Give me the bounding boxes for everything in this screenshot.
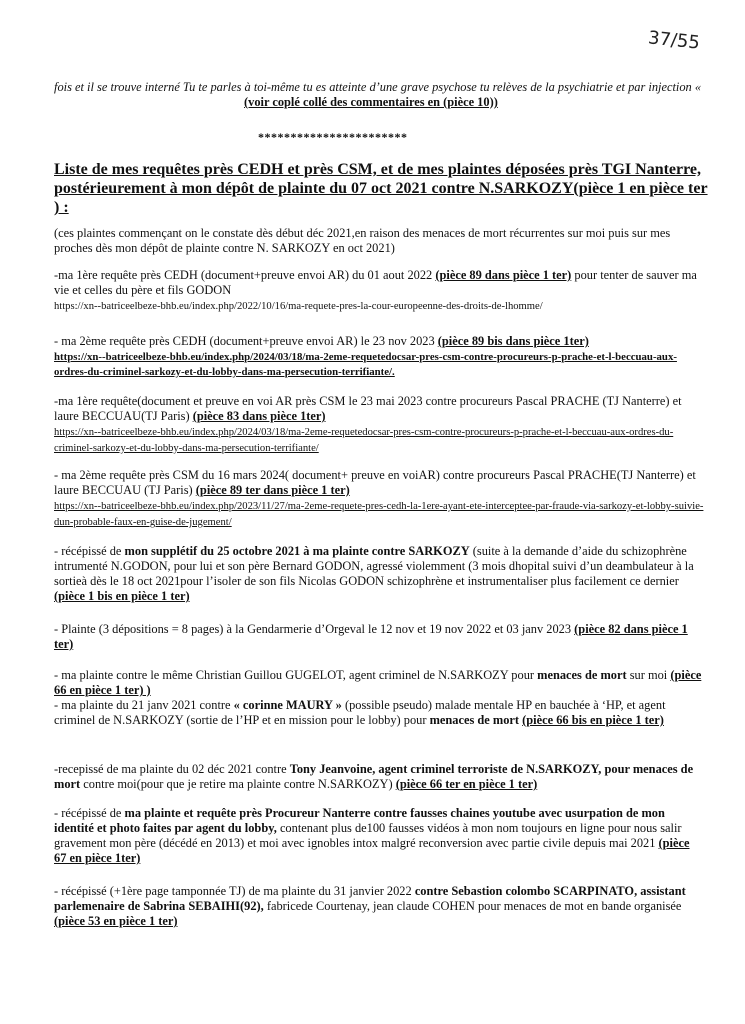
- paragraph-maury: - ma plainte du 21 janv 2021 contre « corinne MAURY » (possible pseudo) malade mentale HP en bauchée à ‘HP, et agent criminel de N.SARKOZY (sortie de l’HP et en mission pour le lobby) pour menaces de mort (pièce 66 bis en pièce 1 ter): [54, 698, 666, 727]
- section-heading: Liste de mes requêtes près CEDH et près CSM, et de mes plaintes déposées près TGI Nanterre, postérieurement à mon dépôt de plainte du 07 oct 2021 contre N.SARKOZY(pièce 1 en pièce ter ) :: [54, 161, 708, 216]
- intro-paragraph: (ces plaintes commençant on le constate dès début déc 2021,en raison des menaces de mort récurrentes sur moi puis sur mes proches dès mon dépôt de plainte contre N. SARKOZY en oct 2021): [54, 226, 671, 255]
- piece-ref: (pièce 67 en pièce 1ter): [54, 836, 690, 865]
- separator: ***********************: [258, 130, 408, 144]
- paragraph-scarpinato: - récépissé (+1ère page tamponnée TJ) de ma plainte du 31 janvier 2022 contre Sebastion colombo SCARPINATO, assistant parlemenaire de Sabrina SEBAIHI(92), fabricede Courtenay, jean claude COHEN pour menaces de mot en bande organisée (pièce 53 en pièce 1 ter): [54, 884, 686, 928]
- top-paragraph: [54, 80, 704, 110]
- top-text: fois et il se trouve interné Tu te parles à toi-même tu es atteinte d’une grave psychose tu relèves de la psychiatrie et par injection «: [54, 80, 702, 94]
- top-note: (voir coplé collé des commentaires en (pièce 10)): [244, 95, 498, 109]
- url-link[interactable]: https://xn--batriceelbeze-bhb.eu/index.php/2022/10/16/ma-requete-pres-la-cour-europeenne-des-droits-de-lhomme/: [54, 301, 543, 312]
- paragraph-plainte-gendarmerie: - Plainte (3 dépositions = 8 pages) à la Gendarmerie d’Orgeval le 12 nov et 19 nov 2022 et 03 janv 2023 (pièce 82 dans pièce 1 ter): [54, 622, 688, 651]
- piece-ref: (pièce 66 ter en pièce 1 ter): [395, 777, 538, 791]
- piece-ref: (pièce 89 bis dans pièce 1ter): [437, 334, 589, 348]
- paragraph-jeanvoine: -recepissé de ma plainte du 02 déc 2021 contre Tony Jeanvoine, agent criminel terroriste de N.SARKOZY, pour menaces de mort contre moi(pour que je retire ma plainte contre N.SARKOZY) (pièce 66 ter en pièce 1 ter): [54, 762, 694, 791]
- url-link[interactable]: https://xn--batriceelbeze-bhb.eu/index.php/2023/11/27/ma-2eme-requete-pres-cedh-la-1ere-ayant-ete-interceptee-par-fraude-via-sarkozy-et-lobby-suivie-dun-probable-faux-en-guise-de-jugement/: [54, 501, 704, 528]
- piece-ref: (pièce 1 bis en pièce 1 ter): [54, 589, 190, 603]
- paragraph-gugelot: - ma plainte contre le même Christian Guillou GUGELOT, agent criminel de N.SARKOZY pour menaces de mort sur moi (pièce 66 en pièce 1 ter) ): [54, 668, 702, 697]
- piece-ref: (pièce 83 dans pièce 1ter): [192, 409, 326, 423]
- url-link[interactable]: https://xn--batriceelbeze-bhb.eu/index.php/2024/03/18/ma-2eme-requetedocsar-pres-csm-contre-procureurs-p-prache-et-l-beccuau-aux-ordres-du-criminel-sarkozy-et-du-lobby-dans-ma-persecution-terrifiante/.: [54, 351, 677, 378]
- url-link[interactable]: https://xn--batriceelbeze-bhb.eu/index.php/2024/03/18/ma-2eme-requetedocsar-pres-csm-contre-procureurs-p-prache-et-l-beccuau-aux-ordres-du-criminel-sarkozy-et-du-lobby-dans-ma-persecution-terrifiante/: [54, 427, 674, 454]
- paragraph-youtube: - récépissé de ma plainte et requête près Procureur Nanterre contre fausses chaines youtube avec usurpation de mon identité et photo faites par agent du lobby, contenant plus de100 fausses vidéos à mon nom toujours en ligne pour nous salir gravement mon père (décédé en 2013) et moi avec ignobles intox malgré reconversion avec partie civile depuis mai 2021 (pièce 67 en pièce 1ter): [54, 806, 690, 865]
- piece-ref: (pièce 89 dans pièce 1 ter): [435, 268, 572, 282]
- page-number: 37/55: [647, 27, 701, 54]
- piece-ref: (pièce 89 ter dans pièce 1 ter): [195, 483, 350, 497]
- list-item-cedh-1: -ma 1ère requête près CEDH (document+preuve envoi AR) du 01 aout 2022 (pièce 89 dans pièce 1 ter) pour tenter de sauver ma vie et celles du père et fils GODON https://xn--batriceelbeze-bhb.eu/index.php/2022/10/16/ma-requete-pres-la-cour-europeenne-des-droits-de-lhomme/: [54, 268, 697, 312]
- list-item-csm-1: -ma 1ère requête(document et preuve en voi AR près CSM le 23 mai 2023 contre procureurs Pascal PRACHE (TJ Nanterre) et laure BECCUAU(TJ Paris) (pièce 83 dans pièce 1ter) https://xn--batriceelbeze-bhb.eu/index.php/2024/03/18/ma-2eme-requetedocsar-pres-csm-contre-procureurs-p-prache-et-l-beccuau-aux-ordres-du-criminel-sarkozy-et-du-lobby-dans-ma-persecution-terrifiante/: [54, 394, 682, 454]
- piece-ref: (pièce 66 en pièce 1 ter) ): [54, 668, 702, 697]
- piece-ref: (pièce 53 en pièce 1 ter): [54, 914, 178, 928]
- list-item-csm-2: - ma 2ème requête près CSM du 16 mars 2024( document+ preuve en voiAR) contre procureurs Pascal PRACHE(TJ Nanterre) et laure BECCUAU (TJ Paris) (pièce 89 ter dans pièce 1 ter) https://xn--batriceelbeze-bhb.eu/index.php/2023/11/27/ma-2eme-requete-pres-cedh-la-1ere-ayant-ete-interceptee-par-fraude-via-sarkozy-et-lobby-suivie-dun-probable-faux-en-guise-de-jugement/: [54, 468, 704, 528]
- piece-ref: (pièce 66 bis en pièce 1 ter): [522, 713, 664, 727]
- piece-ref: (pièce 82 dans pièce 1 ter): [54, 622, 688, 651]
- list-item-cedh-2: - ma 2ème requête près CEDH (document+preuve envoi AR) le 23 nov 2023 (pièce 89 bis dans pièce 1ter) https://xn--batriceelbeze-bhb.eu/index.php/2024/03/18/ma-2eme-requetedocsar-pres-csm-contre-procureurs-p-prache-et-l-beccuau-aux-ordres-du-criminel-sarkozy-et-du-lobby-dans-ma-persecution-terrifiante/.: [54, 334, 677, 378]
- paragraph-suppletif: - récépissé de mon supplétif du 25 octobre 2021 à ma plainte contre SARKOZY (suite à la demande d’aide du schizophrène intrumenté N.GODON, pour lui et son père Bernard GODON, agressé violemment (3 mois dhopital suivi d’un deambulateur à la sortieà dès le 18 oct 2021pour l’isoler de son fils Nicolas GODON schizophrène et instrumentaliser plus facilement ce dernier (pièce 1 bis en pièce 1 ter): [54, 544, 694, 603]
